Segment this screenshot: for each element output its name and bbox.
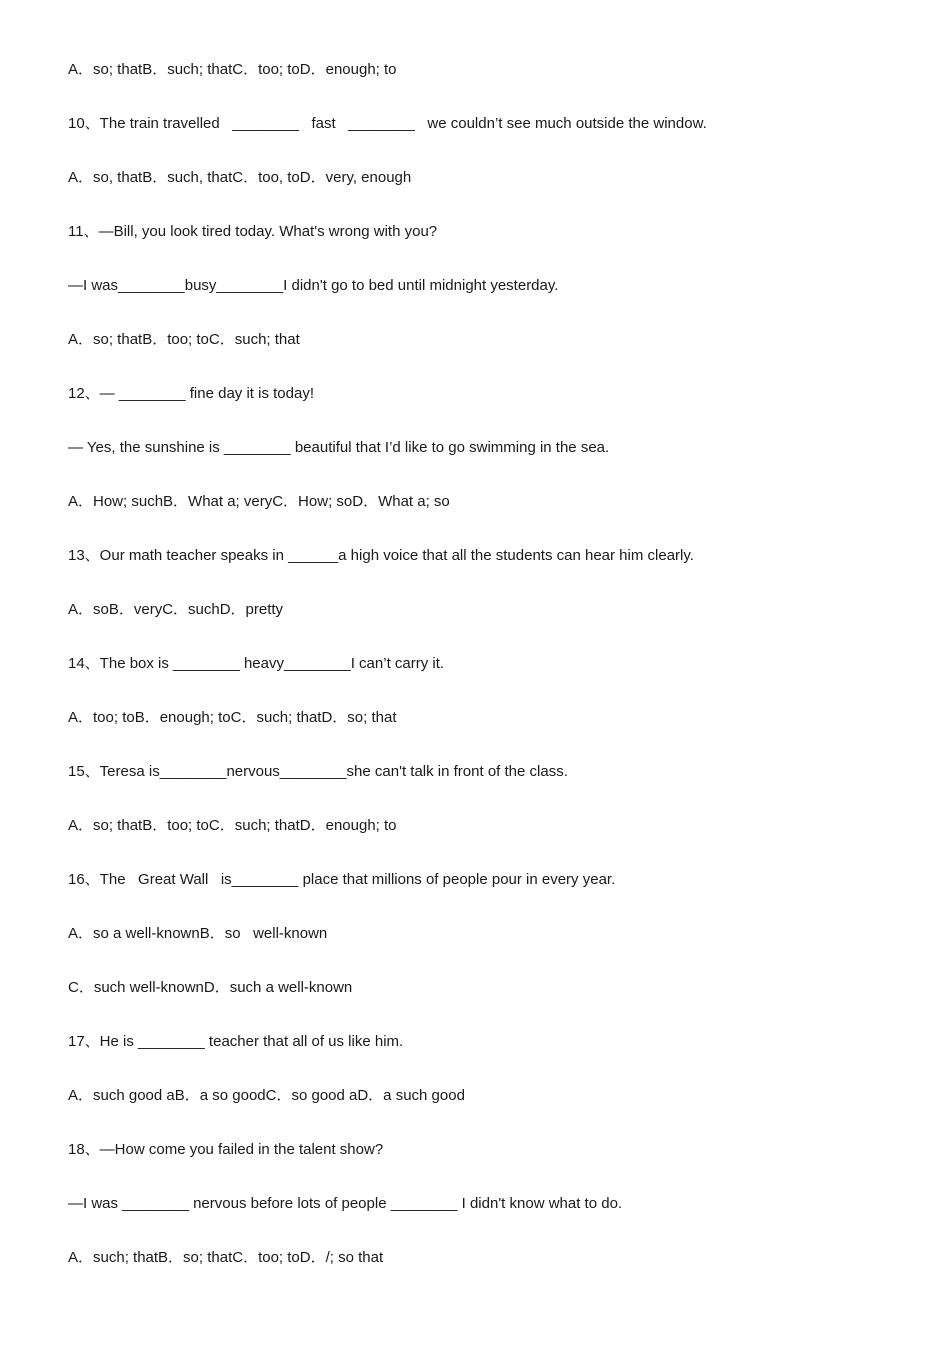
q15-options: A．so; thatB．too; toC．such; thatD．enough; to xyxy=(68,817,397,834)
q16-options-ab: A．so a well-knownB．so well-known xyxy=(68,925,328,942)
q11-stem: 11、—Bill, you look tired today. What's wrong with you? xyxy=(68,223,438,240)
q18-options: A．such; thatB．so; thatC．too; toD．/; so that xyxy=(68,1249,384,1266)
q11-response: —I was________busy________I didn't go to bed until midnight yesterday. xyxy=(68,277,559,294)
q14-stem: 14、The box is ________ heavy________I can’t carry it. xyxy=(68,655,445,672)
q18-response: —I was ________ nervous before lots of people ________ I didn't know what to do. xyxy=(68,1195,623,1212)
q12-response: — Yes, the sunshine is ________ beautiful that I’d like to go swimming in the sea. xyxy=(68,439,610,456)
q16-options-cd: C．such well-knownD．such a well-known xyxy=(68,979,353,996)
q10-stem: 10、The train travelled ________ fast ________ we couldn’t see much outside the window. xyxy=(68,115,707,132)
q11-options: A．so; thatB．too; toC．such; that xyxy=(68,331,300,348)
q12-options: A．How; suchB．What a; veryC．How; soD．What a; so xyxy=(68,493,450,510)
q13-options: A．soB．veryC．suchD．pretty xyxy=(68,601,284,618)
q18-stem: 18、—How come you failed in the talent show? xyxy=(68,1141,384,1158)
q13-stem: 13、Our math teacher speaks in ______a high voice that all the students can hear him clearly. xyxy=(68,547,694,564)
q17-options: A．such good aB．a so goodC．so good aD．a such good xyxy=(68,1087,465,1104)
q16-stem: 16、The Great Wall is________ place that millions of people pour in every year. xyxy=(68,871,616,888)
q10-options: A．so, thatB．such, thatC．too, toD．very, enough xyxy=(68,169,412,186)
q12-stem: 12、— ________ fine day it is today! xyxy=(68,385,314,402)
q15-stem: 15、Teresa is________nervous________she can't talk in front of the class. xyxy=(68,763,568,780)
q14-options: A．too; toB．enough; toC．such; thatD．so; that xyxy=(68,709,397,726)
q17-stem: 17、He is ________ teacher that all of us like him. xyxy=(68,1033,404,1050)
q9-options: A．so; thatB．such; thatC．too; toD．enough; to xyxy=(68,61,397,78)
